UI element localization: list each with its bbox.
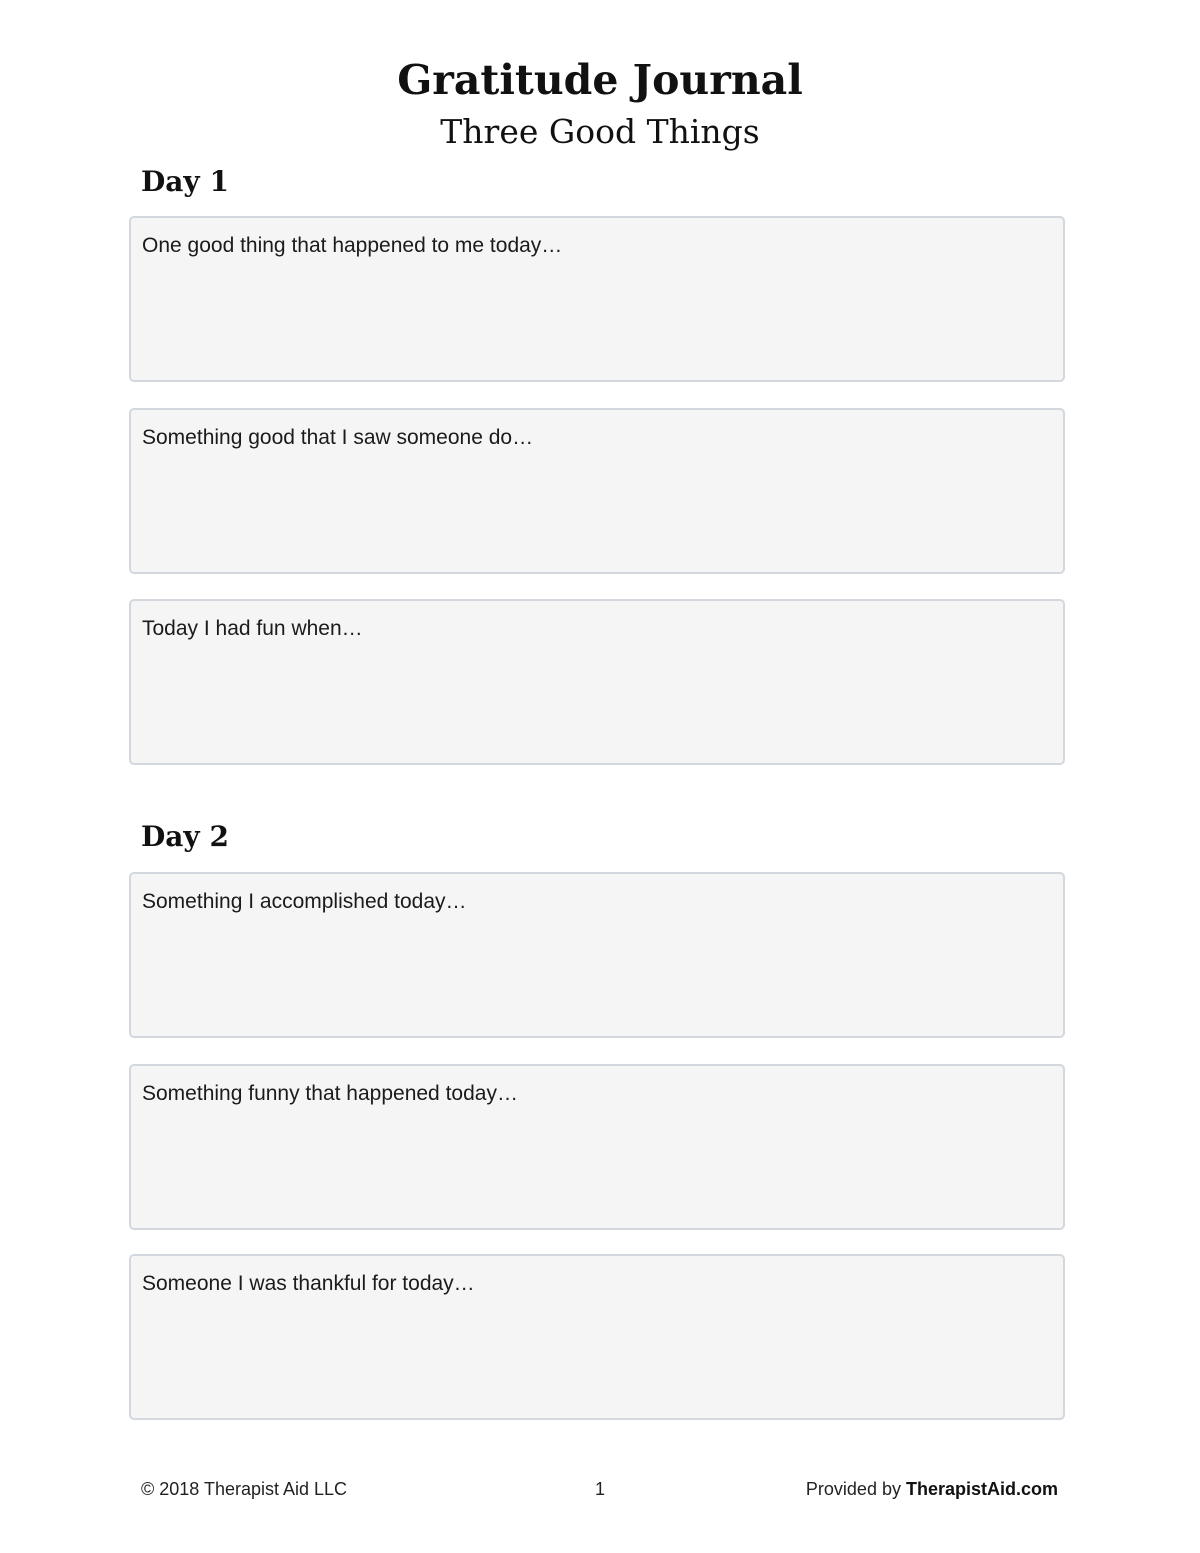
day-heading: Day 2 (141, 820, 229, 853)
provided-by-prefix: Provided by (805, 1479, 906, 1499)
journal-entry-box[interactable] (129, 1254, 1065, 1420)
prompt-label: Someone I was thankful for today… (142, 1272, 475, 1295)
prompt-label: Today I had fun when… (142, 617, 363, 640)
journal-entry-box[interactable] (129, 408, 1065, 574)
provider-link[interactable]: TherapistAid.com (905, 1479, 1058, 1499)
provided-by (806, 1477, 1058, 1501)
prompt-label: Something good that I saw someone do… (142, 426, 534, 449)
journal-entry-box[interactable] (129, 1064, 1065, 1230)
journal-entry-box[interactable] (129, 872, 1065, 1038)
page-subtitle: Three Good Things (440, 112, 760, 151)
prompt-label: One good thing that happened to me today… (142, 234, 563, 257)
prompt-label: Something funny that happened today… (142, 1082, 518, 1105)
prompt-label: Something I accomplished today… (142, 890, 467, 913)
journal-entry-box[interactable] (129, 599, 1065, 765)
journal-entry-box[interactable] (129, 216, 1065, 382)
page-number: 1 (594, 1479, 605, 1499)
copyright-text: © 2018 Therapist Aid LLC (141, 1479, 348, 1499)
day-heading: Day 1 (141, 165, 229, 198)
page-title: Gratitude Journal (397, 56, 803, 104)
